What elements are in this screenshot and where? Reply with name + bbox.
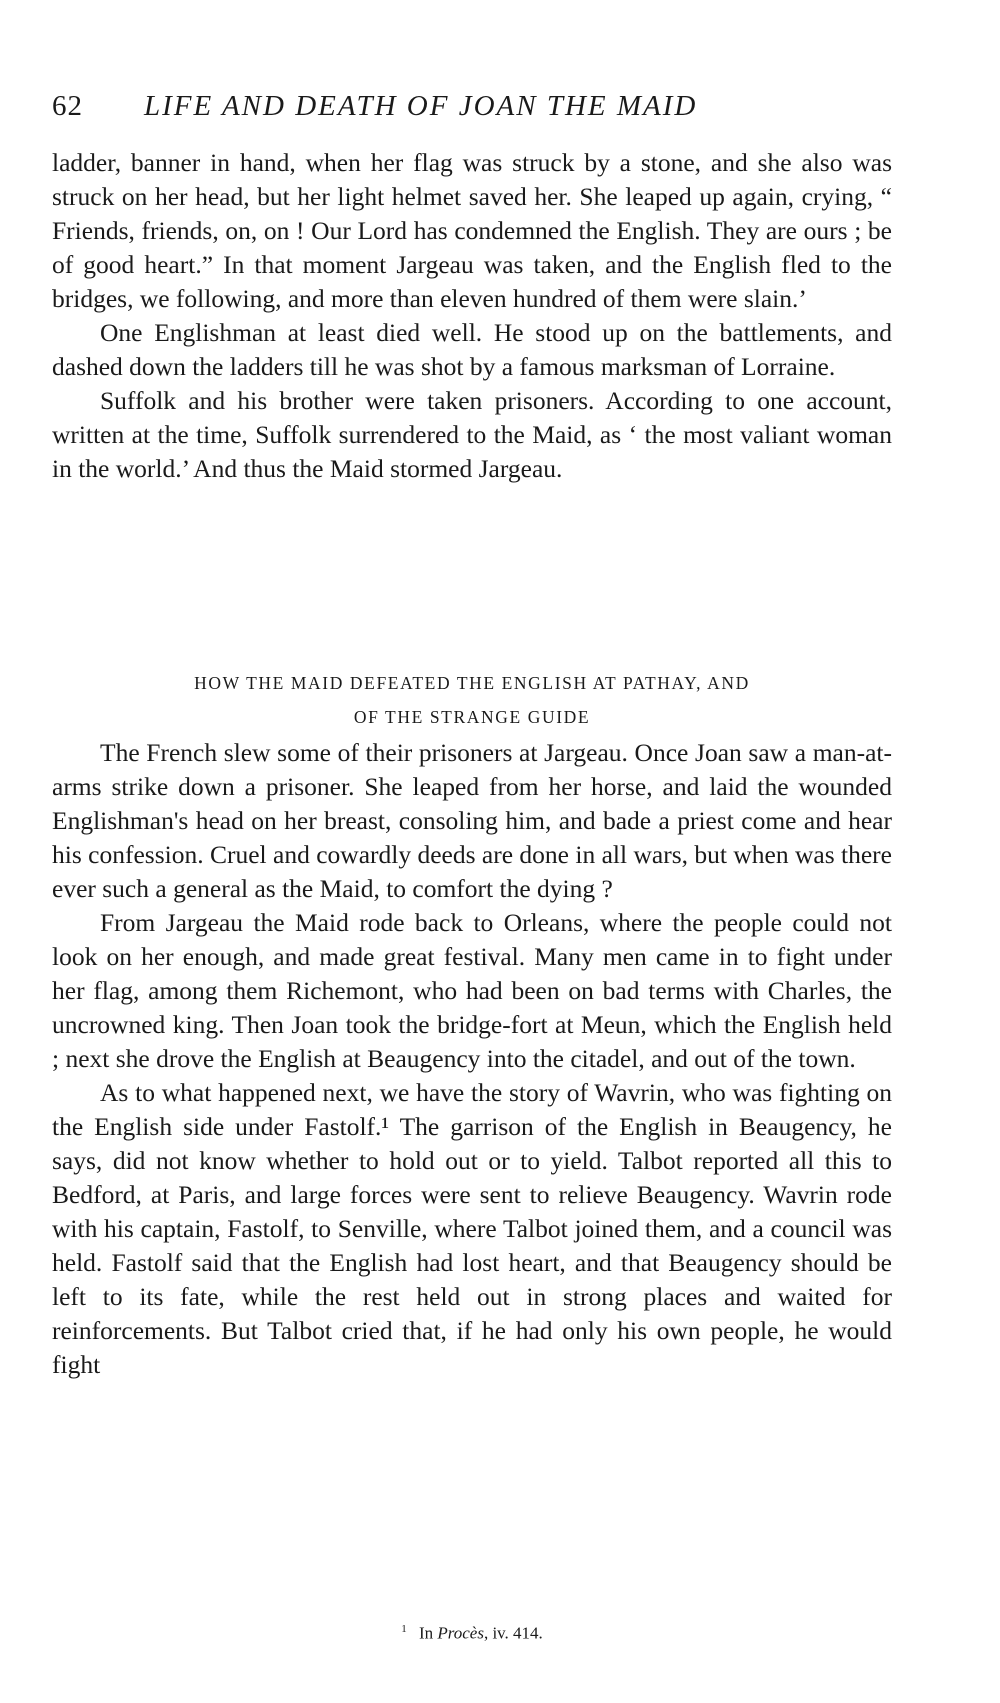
page-number: 62	[52, 90, 83, 122]
section-heading-line: OF THE STRANGE GUIDE	[353, 707, 591, 727]
footnote-marker: 1	[401, 1623, 407, 1635]
running-title: LIFE AND DEATH OF JOAN THE MAID	[144, 90, 698, 122]
section-heading-line: HOW THE MAID DEFEATED THE ENGLISH AT PATHAY, AND	[194, 673, 750, 693]
footnote-prefix: In	[418, 1623, 438, 1643]
text-block-bottom	[52, 736, 892, 1382]
paragraph-continued: ladder, banner in hand, when her flag was struck by a stone, and she also was struck on her head, but her light helmet saved her. She leaped up again, crying, “ Friends, friends, on, on ! Our Lord has condemned the English. They are ours ; be of good heart.” In that moment Jargeau was taken, and the English fled to the bridges, we following, and more than eleven hundred of them were slain.’	[52, 148, 892, 313]
paragraph: From Jargeau the Maid rode back to Orleans, where the people could not look on her enough, and made great festival. Many men came in to fight under her flag, among them Richemont, who had been on bad terms with Charles, the uncrowned king. Then Joan took the bridge-fort at Meun, which the English held ; next she drove the English at Beaugency into the citadel, and out of the town.	[52, 908, 892, 1073]
running-head	[52, 86, 882, 126]
paragraph: One Englishman at least died well. He stood up on the battlements, and dashed down the ladders till he was shot by a famous marksman of Lorraine.	[52, 318, 892, 381]
footnote-work-title: Procès	[437, 1623, 484, 1643]
text-block-top	[52, 146, 892, 486]
paragraph: As to what happened next, we have the story of Wavrin, who was fighting on the English side under Fastolf.¹ The garrison of the English in Beaugency, he says, did not know whether to hold out or to yield. Talbot reported all this to Bedford, at Paris, and large forces were sent to relieve Beaugency. Wavrin rode with his captain, Fastolf, to Senville, where Talbot joined them, and a council was held. Fastolf said that the English had lost heart, and that Beaugency should be left to its fate, while the rest held out in strong places and waited for reinforcements. But Talbot cried that, if he had only his own people, he would fight	[52, 1078, 892, 1379]
footnote-reference: , iv. 414.	[483, 1623, 543, 1643]
footnote	[52, 1616, 892, 1647]
paragraph: The French slew some of their prisoners at Jargeau. Once Joan saw a man-at-arms strike down a prisoner. She leaped from her horse, and laid the wounded Englishman's head on her breast, consoling him, and bade a priest come and hear his confession. Cruel and cowardly deeds are done in all wars, but when was there ever such a general as the Maid, to comfort the dying ?	[52, 738, 892, 903]
section-heading	[52, 666, 892, 734]
paragraph: Suffolk and his brother were taken prisoners. According to one account, written at the time, Suffolk surrendered to the Maid, as ‘ the most valiant woman in the world.’ And thus the Maid stormed Jargeau.	[52, 386, 892, 483]
